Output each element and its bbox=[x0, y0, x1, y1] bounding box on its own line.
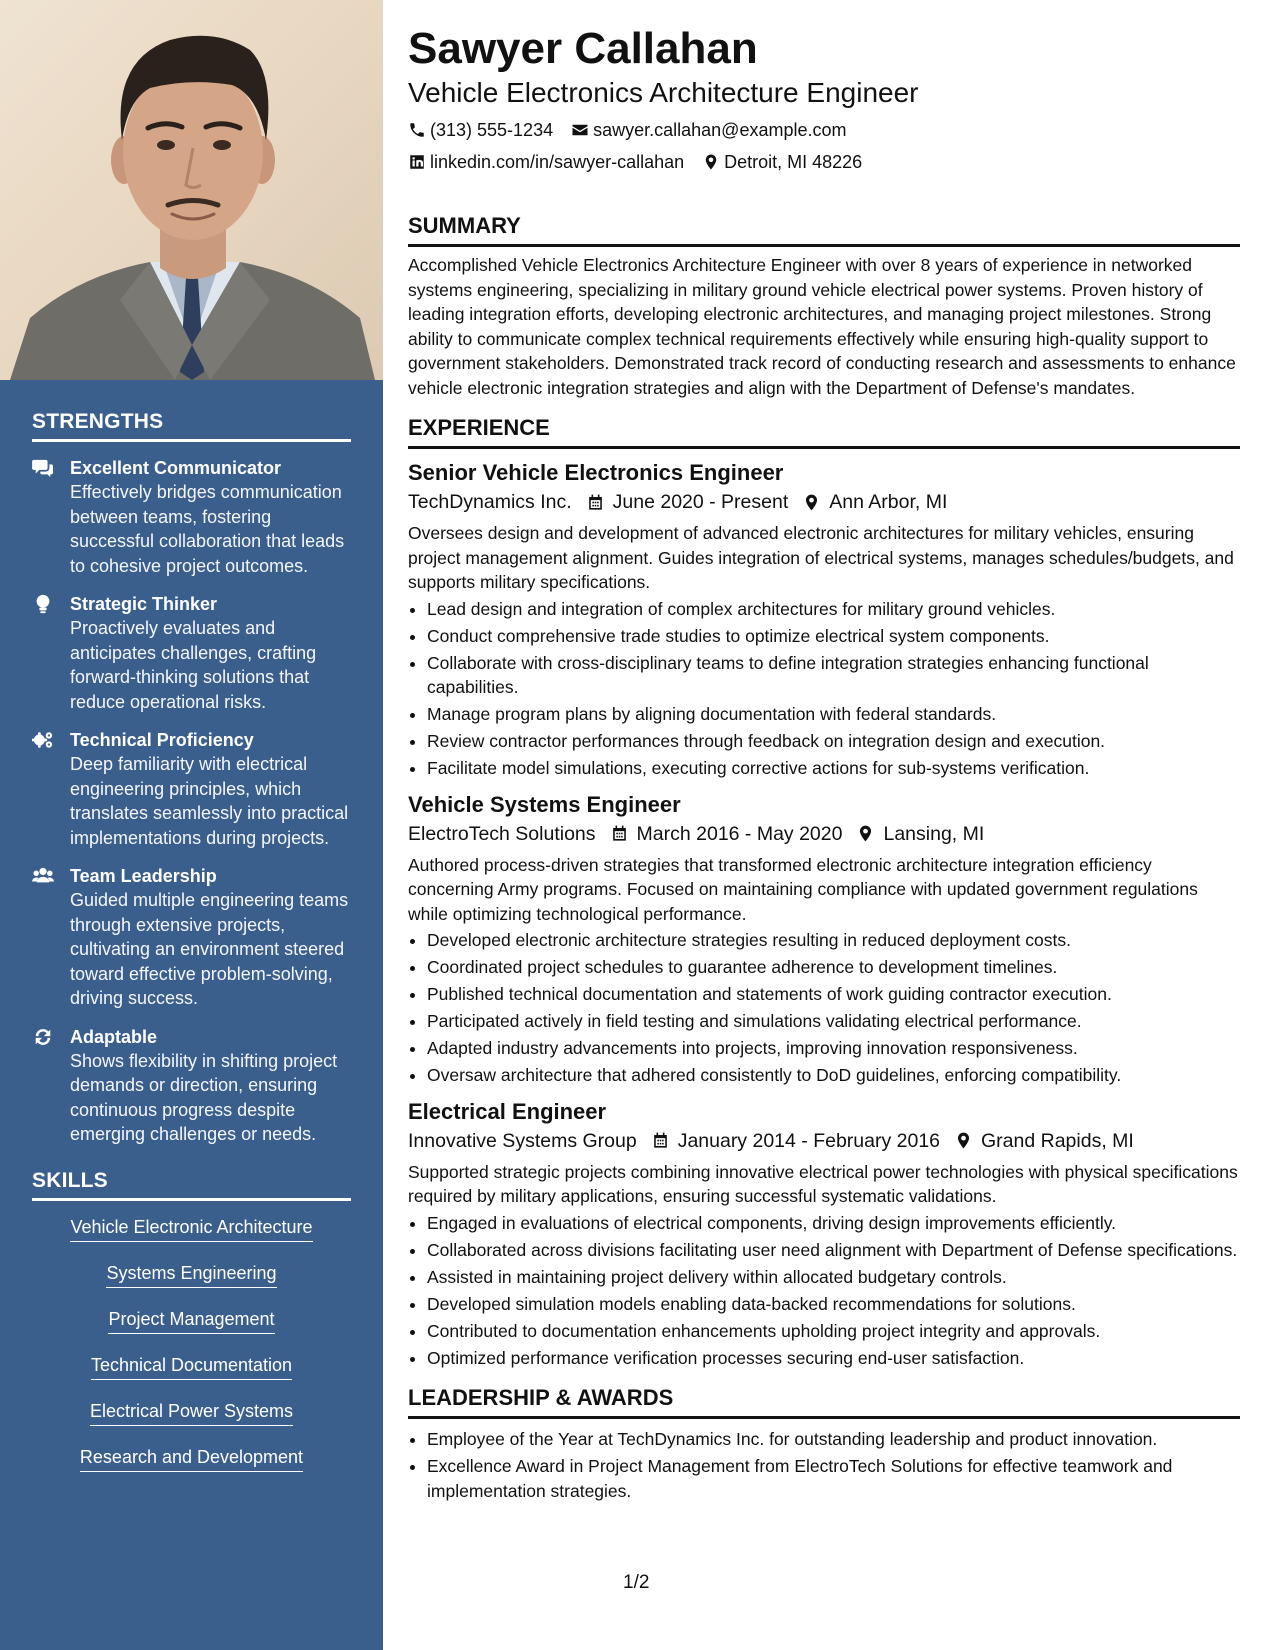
strength-item bbox=[32, 456, 351, 578]
job-bullets bbox=[408, 1211, 1240, 1371]
job-dates: March 2016 - May 2020 bbox=[636, 822, 843, 845]
awards-heading: LEADERSHIP & AWARDS bbox=[408, 1384, 1240, 1419]
awards-list bbox=[408, 1427, 1240, 1503]
job-description: Authored process-driven strategies that transformed electronic architecture integration efficiency concerning Army programs. Focused on maintaining compliance with updated government regulations while optimizing technological performance. bbox=[408, 854, 1198, 924]
award-item: • Employee of the Year at TechDynamics Inc. for outstanding leadership and product innovation. bbox=[427, 1427, 1240, 1452]
job-bullet: • Facilitate model simulations, executing corrective actions for sub-systems verification. bbox=[427, 756, 1240, 781]
job-bullet: • Developed simulation models enabling data-backed recommendations for solutions. bbox=[427, 1292, 1240, 1317]
experience-heading: EXPERIENCE bbox=[408, 414, 1240, 449]
location-text: Detroit, MI 48226 bbox=[724, 152, 863, 172]
lightbulb-icon bbox=[32, 592, 70, 714]
profile-photo bbox=[0, 0, 383, 380]
calendar-icon bbox=[651, 1131, 670, 1150]
envelope-icon bbox=[571, 121, 589, 139]
job-location: Lansing, MI bbox=[883, 822, 985, 845]
job-bullet: • Published technical documentation and statements of work guiding contractor execution. bbox=[427, 982, 1240, 1007]
email-contact[interactable] bbox=[571, 118, 846, 142]
job-bullet: • Assisted in maintaining project delivery within allocated budgetary controls. bbox=[427, 1265, 1240, 1290]
job-title: Electrical Engineer bbox=[408, 1098, 607, 1124]
linkedin-contact[interactable] bbox=[408, 150, 684, 174]
job-bullet: • Conduct comprehensive trade studies to optimize electrical system components. bbox=[427, 624, 1240, 649]
job-bullets bbox=[408, 928, 1240, 1088]
strength-title: Technical Proficiency bbox=[70, 730, 254, 750]
map-marker-icon bbox=[856, 824, 875, 843]
skill-item: Technical Documentation bbox=[91, 1353, 292, 1380]
calendar-icon bbox=[610, 824, 629, 843]
strength-title: Strategic Thinker bbox=[70, 594, 218, 614]
strength-desc: Proactively evaluates and anticipates challenges, crafting forward-thinking solutions that reduce operational risks. bbox=[70, 618, 317, 712]
job-bullet: • Collaborated across divisions facilitating user need alignment with Department of Defense specifications. bbox=[427, 1238, 1240, 1263]
strength-item bbox=[32, 864, 351, 1011]
skill-item: Project Management bbox=[108, 1307, 274, 1334]
awards-section bbox=[408, 1384, 1240, 1503]
profile-photo-illustration bbox=[0, 0, 383, 380]
job-bullet: • Coordinated project schedules to guarantee adherence to development timelines. bbox=[427, 955, 1240, 980]
job-meta bbox=[408, 821, 1240, 847]
job-bullet: • Review contractor performances through feedback on integration design and execution. bbox=[427, 729, 1240, 754]
job-bullet: • Collaborate with cross-disciplinary teams to define integration strategies enhancing functional capabilities. bbox=[427, 651, 1240, 700]
location-contact bbox=[702, 150, 862, 174]
job-company: TechDynamics Inc. bbox=[408, 491, 572, 513]
email-text: sawyer.callahan@example.com bbox=[593, 120, 847, 140]
job-bullet: • Developed electronic architecture strategies resulting in reduced deployment costs. bbox=[427, 928, 1240, 953]
job-entry bbox=[408, 1098, 1240, 1371]
strength-item bbox=[32, 728, 351, 850]
phone-text: (313) 555-1234 bbox=[430, 120, 554, 140]
strength-item bbox=[32, 592, 351, 714]
job-company: ElectroTech Solutions bbox=[408, 822, 596, 845]
skill-item: Vehicle Electronic Architecture bbox=[70, 1215, 312, 1242]
job-meta bbox=[408, 489, 1240, 515]
sidebar bbox=[0, 0, 383, 1650]
skill-item: Electrical Power Systems bbox=[90, 1399, 293, 1426]
skill-item: Research and Development bbox=[80, 1445, 303, 1472]
job-company: Innovative Systems Group bbox=[408, 1129, 637, 1152]
main-content bbox=[408, 22, 1240, 1506]
job-title: Vehicle Systems Engineer bbox=[408, 791, 681, 817]
job-meta bbox=[408, 1128, 1240, 1154]
map-marker-icon bbox=[702, 153, 720, 171]
candidate-role: Vehicle Electronics Architecture Engineer bbox=[408, 77, 919, 108]
candidate-name: Sawyer Callahan bbox=[408, 24, 758, 73]
job-bullet: • Oversaw architecture that adhered consistently to DoD guidelines, enforcing compatibility. bbox=[427, 1063, 1240, 1088]
job-location: Ann Arbor, MI bbox=[829, 491, 948, 513]
job-location: Grand Rapids, MI bbox=[981, 1129, 1134, 1152]
strength-title: Team Leadership bbox=[70, 866, 217, 886]
strength-item bbox=[32, 1025, 351, 1147]
summary-section bbox=[408, 212, 1240, 400]
skills-list bbox=[32, 1215, 351, 1491]
calendar-icon bbox=[586, 493, 605, 512]
map-marker-icon bbox=[954, 1131, 973, 1150]
summary-heading: SUMMARY bbox=[408, 212, 1240, 247]
strength-title: Excellent Communicator bbox=[70, 458, 282, 478]
job-bullet: • Optimized performance verification processes securing end-user satisfaction. bbox=[427, 1346, 1240, 1371]
job-dates: January 2014 - February 2016 bbox=[677, 1129, 941, 1152]
sync-icon bbox=[32, 1025, 70, 1147]
linkedin-text: linkedin.com/in/sawyer-callahan bbox=[430, 152, 685, 172]
job-bullets bbox=[408, 597, 1240, 781]
strengths-heading: STRENGTHS bbox=[32, 410, 351, 442]
strength-desc: Shows flexibility in shifting project demands or direction, ensuring continuous progress despite emerging challenges or needs. bbox=[70, 1050, 338, 1144]
strength-title: Adaptable bbox=[70, 1026, 158, 1047]
phone-icon bbox=[408, 121, 426, 139]
job-bullet: • Engaged in evaluations of electrical components, driving design improvements efficiently. bbox=[427, 1211, 1240, 1236]
job-bullet: • Adapted industry advancements into projects, improving innovation responsiveness. bbox=[427, 1036, 1240, 1061]
phone-contact[interactable] bbox=[408, 118, 553, 142]
job-bullet: • Lead design and integration of complex architectures for military ground vehicles. bbox=[427, 597, 1240, 622]
summary-text: Accomplished Vehicle Electronics Architecture Engineer with over 8 years of experience in networked systems engineering, specializing in military ground vehicle electrical power systems. Proven history of leading integration efforts, developing electronic architectures, and managing project milestones. Strong ability to communicate complex technical requirements effectively while ensuring high-quality support to government stakeholders. Demonstrated track record of conducting research and assessments to enhance vehicle electronic integration strategies and align with the Department of Defense's mandates. bbox=[408, 255, 1236, 398]
job-description: Supported strategic projects combining innovative electrical power technologies with physical specifications required by military applications, ensuring successful systematic validations. bbox=[408, 1161, 1238, 1206]
map-marker-icon bbox=[802, 493, 821, 512]
job-description: Oversees design and development of advanced electronic architectures for military vehicles, ensuring project management alignment. Guides integration of electrical systems, manages schedules/budgets, and supports military specifications. bbox=[408, 523, 1234, 592]
job-bullet: • Participated actively in field testing and simulations validating electrical performance. bbox=[427, 1009, 1240, 1034]
gears-icon bbox=[32, 728, 70, 850]
linkedin-icon bbox=[408, 153, 426, 171]
comments-icon bbox=[32, 456, 70, 578]
award-item: • Excellence Award in Project Management from ElectroTech Solutions for effective teamwork and implementation strategies. bbox=[427, 1454, 1240, 1503]
users-icon bbox=[32, 864, 70, 1011]
job-entry bbox=[408, 459, 1240, 781]
job-title: Senior Vehicle Electronics Engineer bbox=[408, 460, 784, 485]
strength-desc: Deep familiarity with electrical engineering principles, which translates seamlessly into practical implementations during projects. bbox=[70, 754, 349, 848]
skills-heading: SKILLS bbox=[32, 1169, 351, 1201]
job-bullet: • Manage program plans by aligning documentation with federal standards. bbox=[427, 702, 1240, 727]
experience-section bbox=[408, 414, 1240, 1370]
job-bullet: • Contributed to documentation enhancements upholding project integrity and approvals. bbox=[427, 1319, 1240, 1344]
strength-desc: Effectively bridges communication between teams, fostering successful collaboration that leads to cohesive project outcomes. bbox=[70, 482, 345, 576]
job-entry bbox=[408, 791, 1240, 1088]
page-number: 1/2 bbox=[623, 1572, 650, 1593]
contact-row bbox=[408, 118, 1240, 142]
sidebar-content bbox=[32, 410, 351, 1491]
strength-desc: Guided multiple engineering teams through extensive projects, cultivating an environment steered toward effective problem-solving, driving success. bbox=[70, 890, 349, 1008]
job-dates: June 2020 - Present bbox=[612, 491, 789, 513]
contact-row bbox=[408, 150, 1240, 174]
skill-item: Systems Engineering bbox=[106, 1261, 276, 1288]
